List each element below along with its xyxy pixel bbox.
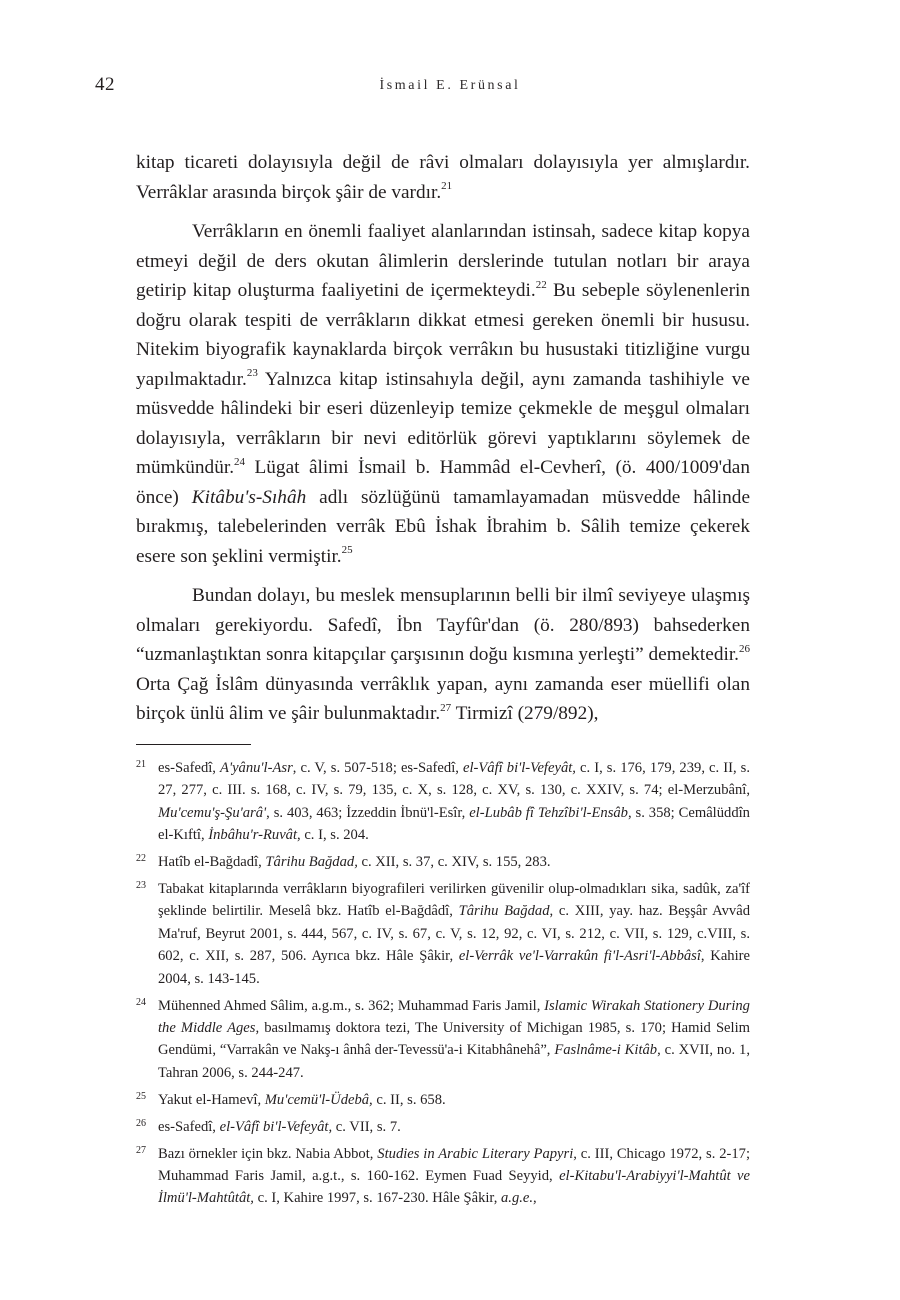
footnote-number: 23 [136, 880, 146, 892]
paragraph-3: Bundan dolayı, bu meslek mensuplarının belli bir ilmî seviyeye ulaşmış olmaları gerekiyordu. Safedî, İbn Tayfûr'dan (ö. 280/893) bahsederken “uzmanlaştıktan sonra kitapçılar çarşısının doğu kısmına yerleşti” demektedir.$^{26}$ Orta Çağ İslâm dünyasında verrâklık yapan, aynı zamanda eser müellifi olan birçok ünlü âlim ve şâir bulunmaktadır.$^{27}$ Tirmizî (279/892), [136, 585, 750, 724]
footnote-ref-25[interactable]: 25 [341, 544, 353, 557]
footnote-ref-26[interactable]: 26 [739, 642, 750, 655]
footnote-25: 25 Yakut el-Hamevî, Mu'cemü'l-Üdebâ, c. II, s. 658. [136, 1089, 750, 1111]
footnote-ref-21[interactable]: 21 [441, 180, 453, 193]
paragraph-1: kitap ticareti dolayısıyla değil de râvi olmaları dolayısıyla yer almışlardır. Verrâklar arasında birçok şâir de vardır.$^{21}$ [136, 152, 750, 203]
page-header [0, 70, 900, 100]
running-head: İsmail E. Erünsal [379, 78, 521, 93]
footnote-ref-24[interactable]: 24 [234, 455, 246, 468]
footnote-number: 25 [136, 1090, 146, 1102]
book-title: Kitâbu's-Sıhâh [191, 486, 307, 508]
page-number: 42 [95, 74, 115, 95]
footnote-23: 23 Tabakat kitaplarında verrâkların biyografileri verilirken güvenilir olup-olmadıkları sika, sadûk, za'îf şeklinde belirtilir. Meselâ bkz. Hatîb el-Bağdâdî, Târihu Bağdad, c. XIII, yay. haz. Beşşâr Avvâd Ma'ruf, Beyrut 2001, s. 444, 567, c. IV, s. 67, c. V, s. 12, 92, c. VI, s. 212, c. VII, s. 129, c.VIII, s. 602, c. XII, s. 287, 506. Ayrıca bkz. Hâle Şâkir, el-Verrâk ve'l-Varrakûn fi'l-Asri'l-Abbâsî, Kahire 2004, s. 143-145. [136, 878, 750, 990]
footnote-24: 24 Mühenned Ahmed Sâlim, a.g.m., s. 362; Muhammad Faris Jamil, Islamic Wirakah Stationery During the Middle Ages, basılmamış doktora tezi, The University of Michigan 1985, s. 170; Hamid Selim Gendümi, “Varrakân ve Nakş-ı ânhâ der-Tevessü'a-i Kitabhânehâ”, Faslnâme-i Kitâb, c. XVII, no. 1, Tahran 2006, s. 244-247. [136, 995, 750, 1085]
footnote-number: 27 [136, 1144, 146, 1156]
footnote-27: 27 Bazı örnekler için bkz. Nabia Abbot, Studies in Arabic Literary Papyri, c. III, Chicago 1972, s. 2-17; Muhammad Faris Jamil, a.g.t., s. 160-162. Eymen Fuad Seyyid, el-Kitabu'l-Arabiyyi'l-Mahtût ve İlmü'l-Mahtûtât, c. I, Kahire 1997, s. 167-230. Hâle Şâkir, a.g.e., [136, 1143, 750, 1210]
footnote-ref-22[interactable]: 22 [535, 278, 547, 291]
footnote-number: 22 [136, 853, 146, 865]
footnote-ref-23[interactable]: 23 [246, 367, 258, 380]
body-text [136, 148, 750, 739]
footnote-26: 26 es-Safedî, el-Vâfî bi'l-Vefeyât, c. VII, s. 7. [136, 1116, 750, 1138]
footnote-22: 22 Hatîb el-Bağdadî, Târihu Bağdad, c. XII, s. 37, c. XIV, s. 155, 283. [136, 851, 750, 873]
footnote-number: 26 [136, 1117, 146, 1129]
footnote-21: 21 es-Safedî, A'yânu'l-Asr, c. V, s. 507-518; es-Safedî, el-Vâfî bi'l-Vefeyât, c. I, s. 176, 179, 239, c. II, s. 27, 277, c. III. s. 168, c. IV, s. 79, 135, c. X, s. 128, c. XV, s. 130, c. XXIV, s. 74; el-Merzubânî, Mu'cemu'ş-Şu'arâ', s. 403, 463; İzzeddin İbnü'l-Esîr, el-Lubâb fî Tehzîbi'l-Ensâb, s. 358; Cemâlüddîn el-Kıftî, İnbâhu'r-Ruvât, c. I, s. 204. [136, 757, 750, 847]
footnote-separator [136, 744, 251, 745]
footnote-ref-27[interactable]: 27 [440, 701, 452, 714]
footnote-number: 21 [136, 759, 146, 770]
footnotes [136, 757, 750, 1214]
footnote-number: 24 [136, 996, 146, 1008]
paragraph-2: Verrâkların en önemli faaliyet alanlarından istinsah, sadece kitap kopya etmeyi değil de ders okutan âlimlerin derslerinde tutulan notları bir araya getirip kitap oluşturma faaliyetini de içermekteydi.$^{22}$ Bu sebeple söylenenlerin doğru olarak tespiti de verrâkların dikkat etmesi gereken önemli bir hususu. Nitekim biyografik kaynaklarda birçok verrâkın bu husustaki titizliğine vurgu yapılmaktadır.$^{23}$ Yalnızca kitap istinsahıyla değil, aynı zamanda tashihiyle ve müsvedde hâlindeki bir eseri düzenleyip temize çekmekle de meşgul olmaları dolayısıyla, verrâkların bir nevi editörlük görevi yaptıklarını söylemek de mümkündür.$^{24}$ Lügat âlimi İsmail b. Hammâd el-Cevherî, (ö. 400/1009'dan önce) Kitâbu's-Sıhâh adlı sözlüğünü tamamlayamadan müsvedde hâlinde bırakmış, talebelerinden verrâk Ebû İshak İbrahim b. Sâlih temize çekerek esere son şeklini vermiştir.$^{25}$ [136, 221, 751, 567]
